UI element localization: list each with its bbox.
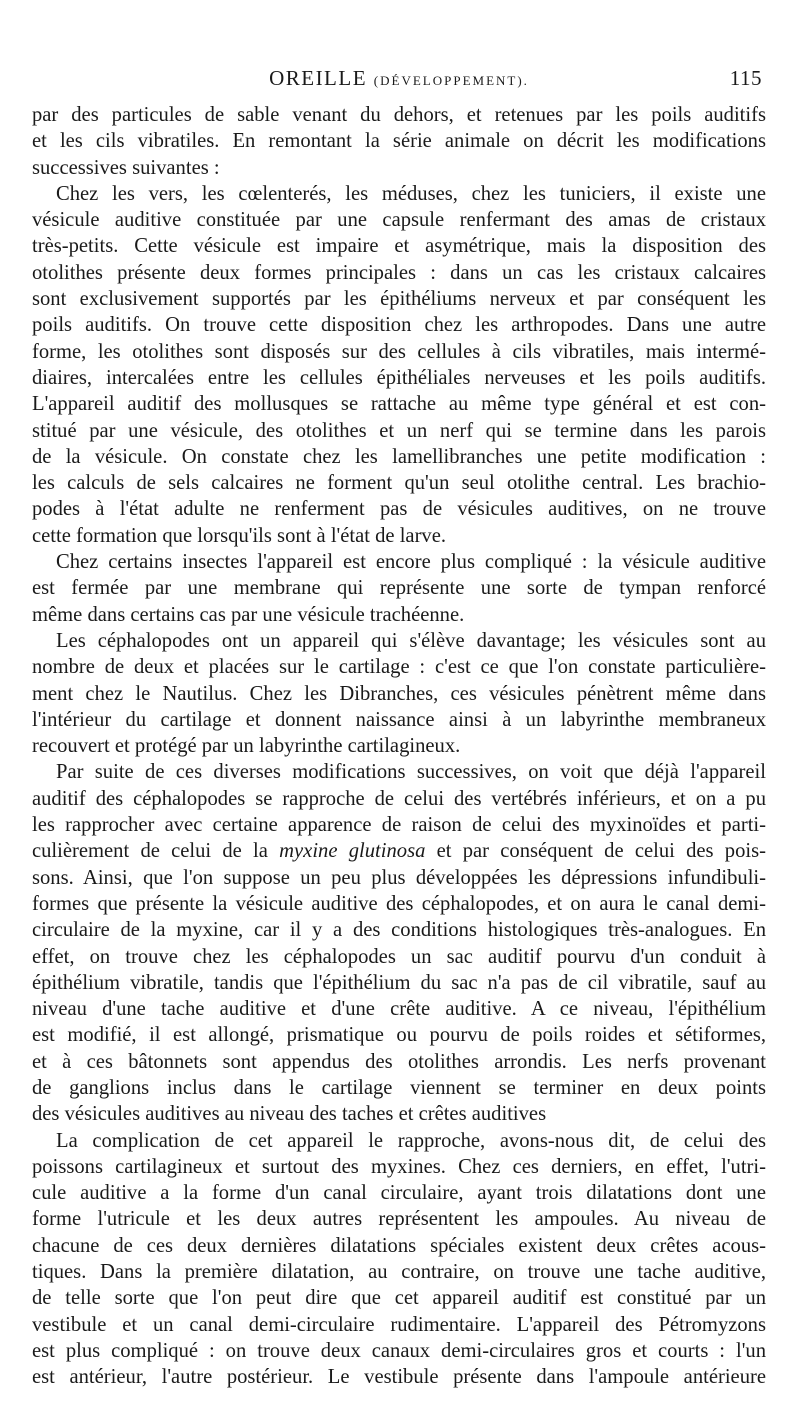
text-line: auditif des céphalopodes se rapproche de celui des vertébrés inférieurs, et on a pu — [32, 787, 766, 810]
text-line: sons. Ainsi, que l'on suppose un peu plus dévelοppées les dépressions infundibuli- — [32, 866, 766, 889]
text-line: est fermée par une membrane qui représente une sorte de tympan renforcé — [32, 577, 766, 600]
text-line: recouvert et protégé par un labyrinthe cartilagineux. — [32, 735, 461, 758]
text-line-with-species — [32, 838, 766, 864]
body-text — [32, 102, 766, 1391]
text-line: forme l'utricule et les deux autres représentent les ampoules. Au niveau de — [32, 1208, 766, 1231]
text-line: les calculs de sels calcaires ne forment qu'un seul otolithe central. Les brachio- — [32, 472, 766, 495]
text-line: et à ces bâtonnets sont appendus des otolithes arrondis. Les nerfs provenant — [32, 1050, 766, 1073]
text-line: successives suivantes : — [32, 156, 220, 179]
text-line: circulaire de la myxine, car il y a des conditions histologiques très-analogues. En — [32, 919, 766, 942]
text-line: vésicule auditive constituée par une capsule renfermant des amas de cristaux — [32, 209, 766, 232]
text-line: est modifié, il est allongé, prismatique ou pourvu de poils roides et sétiformes, — [32, 1024, 766, 1047]
paragraph-3 — [32, 549, 766, 628]
paragraph-5 — [32, 759, 766, 1127]
paragraph-6 — [32, 1128, 766, 1391]
text-line: effet, on trouve chez les céphalopodes un sac auditif pourvu d'un conduit à — [32, 945, 766, 968]
text-line: diaires, intercalées entre les cellules épithéliales nerveuses et les poils auditifs. — [32, 366, 766, 389]
text-line: très-petits. Cette vésicule est impaire et asymétrique, mais la disposition des — [32, 235, 766, 258]
text-line: cette formation que lorsqu'ils sont à l'état de larve. — [32, 524, 447, 547]
text-line: par des particules de sable venant du dehors, et retenues par les poils auditifs — [32, 104, 766, 126]
text-line: stitué par une vésicule, des otolithes et un nerf qui se termine dans les parois — [32, 419, 766, 442]
text-line: même dans certains cas par une vésicule trachéenne. — [32, 603, 465, 626]
text-line: cule auditive a la forme d'un canal circulaire, ayant trois dilatations dont une — [32, 1182, 766, 1205]
text-line: podes à l'état adulte ne renferment pas de vésicules auditives, on ne trouve — [32, 498, 766, 521]
species-name: myxine glutinosa — [279, 840, 426, 863]
text-line: otolithes présente deux formes principales : dans un cas les cristaux calcaires — [32, 261, 766, 284]
text-line: Les céphalopodes ont un appareil qui s'élève davantage; les vésicules sont au — [56, 629, 766, 652]
text-line: tiques. Dans la première dilatation, au contraire, on trouve une tache auditive, — [32, 1261, 766, 1284]
text-line: ment chez le Nautilus. Chez les Dibranches, ces vésicules pénètrent même dans — [32, 682, 766, 705]
text-line: est antérieur, l'autre postérieur. Le vestibule présente dans l'ampoule antérieure — [32, 1366, 766, 1389]
text-line: Chez les vers, les cœlenterés, les méduses, chez les tuniciers, il existe une — [56, 182, 766, 205]
text-line: poissons cartilagineux et surtout des myxines. Chez ces derniers, en effet, l'utri- — [32, 1155, 766, 1178]
text-line: sont exclusivement supportés par les épithéliums nerveux et par conséquent les — [32, 288, 766, 311]
text-line: de ganglions inclus dans le cartilage viennent se terminer en deux points — [32, 1076, 766, 1099]
text-line: forme, les otolithes sont disposés sur des cellules à cils vibratiles, mais intermé- — [32, 340, 766, 363]
text-line: chacune de ces deux dernières dilatations spéciales existent deux crêtes acous- — [32, 1234, 766, 1257]
header-subtitle: (DÉVELOPPEMENT). — [373, 73, 529, 88]
text-line: de la vésicule. On constate chez les lamellibranches une petite modification : — [32, 445, 766, 468]
text-line: Par suite de ces diverses modifications successives, on voit que déjà l'appareil — [56, 761, 766, 784]
text-line: épithélium vibratile, tandis que l'épithélium du sac n'a pas de cil vibratile, sauf au — [32, 971, 766, 994]
text-line: les rapprocher avec certaine apparence de raison de celui des myxinoïdes et parti- — [32, 814, 766, 837]
paragraph-2 — [32, 181, 766, 549]
text-line: et les cils vibratiles. En remontant la série animale on décrit les modifications — [32, 130, 766, 153]
text-line: L'appareil auditif des mollusques se rattache au même type général et est con- — [32, 393, 766, 416]
text-line-head: culièrement de celui de la — [32, 840, 268, 863]
paragraph-4 — [32, 628, 766, 759]
text-line: niveau d'une tache auditive et d'une crête auditive. A ce niveau, l'épithélium — [32, 998, 766, 1021]
text-line: l'intérieur du cartilage et donnent naissance ainsi à un labyrinthe membraneux — [32, 708, 766, 731]
text-line: formes que présente la vésicule auditive des céphalopodes, et on aura le canal demi- — [32, 892, 766, 915]
text-line: Chez certains insectes l'appareil est encore plus compliqué : la vésicule auditive — [56, 551, 766, 574]
paragraph-1 — [32, 102, 766, 181]
page-number: 115 — [729, 66, 762, 90]
text-line: vestibule et un canal demi-circulaire rudimentaire. L'appareil des Pétromyzons — [32, 1313, 766, 1336]
text-line: de telle sorte que l'on peut dire que cet appareil auditif est constitué par un — [32, 1287, 766, 1310]
text-line: La complication de cet appareil le rapproche, avons-nous dit, de celui des — [56, 1129, 766, 1152]
text-line-tail: et par conséquent de celui des pois- — [436, 840, 766, 863]
text-line: nombre de deux et placées sur le cartilage : c'est ce que l'on constate particulière- — [32, 656, 766, 679]
header-title: OREILLE — [269, 66, 368, 90]
text-line: des vésicules auditives au niveau des taches et crêtes auditives — [32, 1103, 547, 1126]
text-line: poils auditifs. On trouve cette disposition chez les arthropodes. Dans une autre — [32, 314, 766, 337]
running-header — [32, 66, 766, 102]
text-line: est plus compliqué : on trouve deux canaux demi-circulaires gros et courts : l'un — [32, 1339, 766, 1362]
